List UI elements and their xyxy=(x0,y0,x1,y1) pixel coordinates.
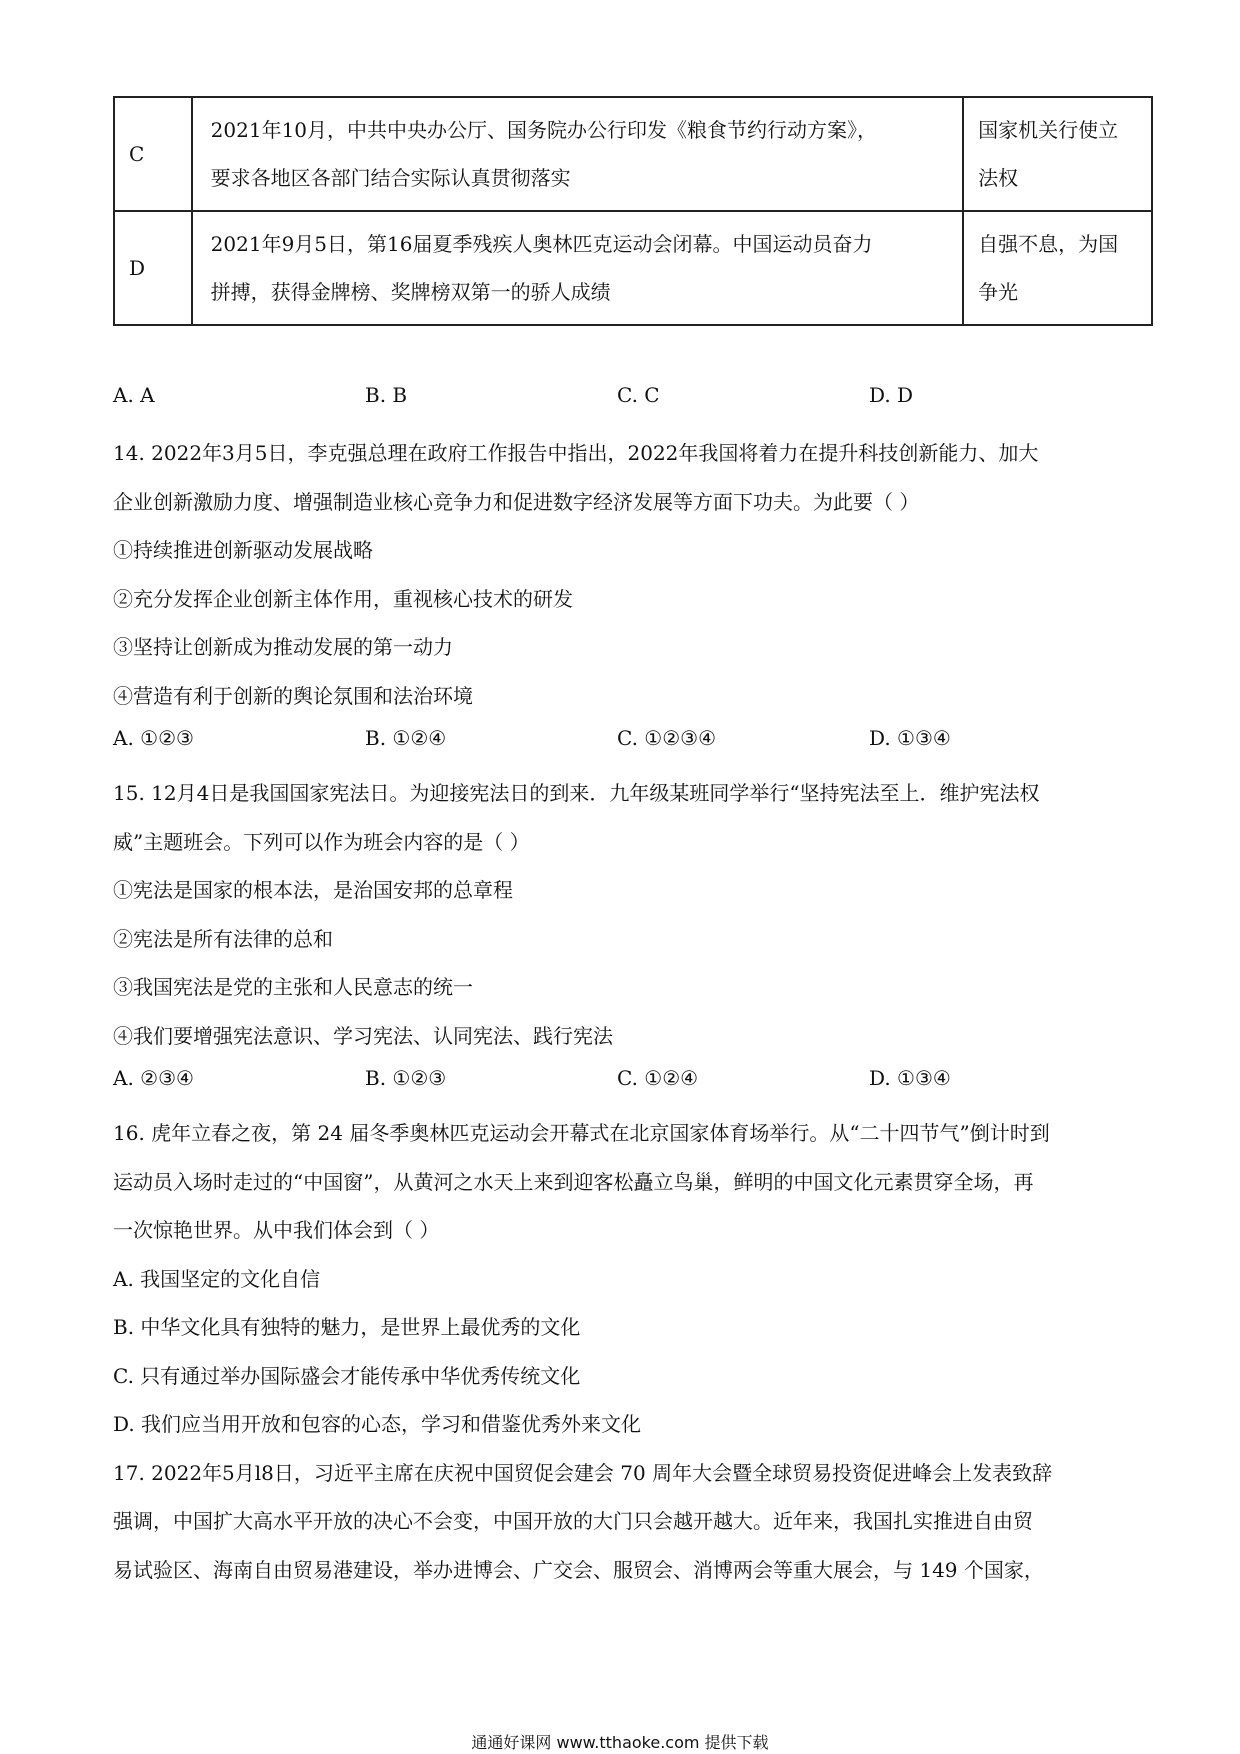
options-table xyxy=(113,96,1153,326)
q16-stem-line1: 16. 虎年立春之夜，第 24 届冬季奥林匹克运动会开幕式在北京国家体育场举行。从“二十四节气”倒计时到 xyxy=(113,1121,1050,1145)
q14-item-4: ④营造有利于创新的舆论氛围和法治环境 xyxy=(113,684,473,708)
q15-options xyxy=(113,1066,1153,1096)
q16-stem-line2: 运动员入场时走过的“中国窗”，从黄河之水天上来到迎客松矗立鸟巢，鲜明的中国文化元素贯穿全场，再 xyxy=(113,1170,1034,1194)
option-a: A. ①②③ xyxy=(113,726,194,750)
q14-stem-line1: 14. 2022年3月5日，李克强总理在政府工作报告中指出，2022年我国将着力在提升科技创新能力、加大 xyxy=(113,441,1039,465)
row-letter: D xyxy=(114,211,192,325)
q16-stem-line3: 一次惊艳世界。从中我们体会到（ ） xyxy=(113,1218,440,1242)
option-d: D. ①③④ xyxy=(869,726,951,750)
page-footer: 通通好课网 www.tthaoke.com 提供下载 xyxy=(471,1733,769,1752)
q16-choice-a: A. 我国坚定的文化自信 xyxy=(113,1267,321,1291)
q15-item-4: ④我们要增强宪法意识、学习宪法、认同宪法、践行宪法 xyxy=(113,1024,613,1048)
row-answer: 自强不息，为国 争光 xyxy=(963,211,1152,325)
q16-choice-c: C. 只有通过举办国际盛会才能传承中华优秀传统文化 xyxy=(113,1364,581,1388)
q16-choice-b: B. 中华文化具有独特的魅力，是世界上最优秀的文化 xyxy=(113,1315,581,1339)
q15-stem-line2: 威”主题班会。下列可以作为班会内容的是（ ） xyxy=(113,830,530,854)
q14-item-3: ③坚持让创新成为推动发展的第一动力 xyxy=(113,635,453,659)
q13-options xyxy=(113,383,1153,413)
q15-item-2: ②宪法是所有法律的总和 xyxy=(113,927,333,951)
option-d: D. D xyxy=(869,383,914,407)
q15-stem-line1: 15. 12月4日是我国国家宪法日。为迎接宪法日的到来．九年级某班同学举行“坚持宪法至上．维护宪法权 xyxy=(113,781,1040,805)
option-c: C. ①②④ xyxy=(617,1066,699,1090)
row-answer: 国家机关行使立 法权 xyxy=(963,97,1152,211)
table-row xyxy=(114,97,1152,211)
option-b: B. ①②③ xyxy=(365,1066,447,1090)
q16-choice-d: D. 我们应当用开放和包容的心态，学习和借鉴优秀外来文化 xyxy=(113,1412,642,1436)
option-d: D. ①③④ xyxy=(869,1066,951,1090)
row-letter: C xyxy=(114,97,192,211)
q14-stem-line2: 企业创新激励力度、增强制造业核心竞争力和促进数字经济发展等方面下功夫。为此要（ ） xyxy=(113,490,920,514)
option-c: C. ①②③④ xyxy=(617,726,717,750)
q15-item-1: ①宪法是国家的根本法，是治国安邦的总章程 xyxy=(113,878,513,902)
table-row xyxy=(114,211,1152,325)
q17-stem-line3: 易试验区、海南自由贸易港建设，举办进博会、广交会、服贸会、消博两会等重大展会，与 149 个国家， xyxy=(113,1558,1044,1582)
q14-item-2: ②充分发挥企业创新主体作用，重视核心技术的研发 xyxy=(113,587,573,611)
row-description: 2021年9月5日，第16届夏季残疾人奥林匹克运动会闭幕。中国运动员奋力 拼搏，获得金牌榜、奖牌榜双第一的骄人成绩 xyxy=(192,211,963,325)
q17-stem-line1: 17. 2022年5月l8日，习近平主席在庆祝中国贸促会建会 70 周年大会暨全球贸易投资促进峰会上发表致辞 xyxy=(113,1461,1053,1485)
q17-stem-line2: 强调，中国扩大高水平开放的决心不会变，中国开放的大门只会越开越大。近年来，我国扎实推进自由贸 xyxy=(113,1509,1033,1533)
option-b: B. B xyxy=(365,383,408,407)
q14-options xyxy=(113,726,1153,756)
option-c: C. C xyxy=(617,383,660,407)
row-description: 2021年10月，中共中央办公厅、国务院办公行印发《粮食节约行动方案》， 要求各地区各部门结合实际认真贯彻落实 xyxy=(192,97,963,211)
q14-item-1: ①持续推进创新驱动发展战略 xyxy=(113,538,373,562)
q15-item-3: ③我国宪法是党的主张和人民意志的统一 xyxy=(113,975,473,999)
option-a: A. ②③④ xyxy=(113,1066,194,1090)
option-b: B. ①②④ xyxy=(365,726,447,750)
option-a: A. A xyxy=(113,383,155,407)
